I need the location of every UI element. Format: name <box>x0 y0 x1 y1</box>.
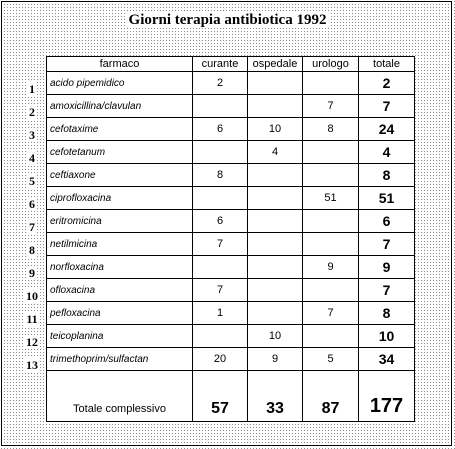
row-number: 12 <box>26 335 38 349</box>
value-totale: 7 <box>359 95 415 118</box>
value-urologo <box>303 325 359 348</box>
value-totale: 9 <box>359 256 415 279</box>
value-curante: 6 <box>193 210 248 233</box>
value-urologo: 5 <box>303 348 359 371</box>
drug-name: trimethoprim/sulfactan <box>47 348 193 371</box>
header-row <box>47 57 415 72</box>
total-urologo: 87 <box>303 371 359 422</box>
value-totale: 4 <box>359 141 415 164</box>
total-ospedale: 33 <box>248 371 303 422</box>
table-row <box>47 256 415 279</box>
row-number: 13 <box>26 358 38 372</box>
value-urologo <box>303 233 359 256</box>
value-urologo <box>303 279 359 302</box>
value-curante: 8 <box>193 164 248 187</box>
value-urologo: 9 <box>303 256 359 279</box>
value-curante: 2 <box>193 72 248 95</box>
table-row <box>47 164 415 187</box>
value-totale: 6 <box>359 210 415 233</box>
value-ospedale <box>248 72 303 95</box>
value-totale: 8 <box>359 164 415 187</box>
value-curante <box>193 256 248 279</box>
table-row <box>47 302 415 325</box>
value-totale: 8 <box>359 302 415 325</box>
value-totale: 10 <box>359 325 415 348</box>
total-curante: 57 <box>193 371 248 422</box>
totals-label: Totale complessivo <box>47 371 193 422</box>
value-totale: 7 <box>359 279 415 302</box>
value-ospedale: 4 <box>248 141 303 164</box>
value-curante: 1 <box>193 302 248 325</box>
drug-name: cefotetanum <box>47 141 193 164</box>
row-number: 6 <box>29 197 35 211</box>
table-row <box>47 233 415 256</box>
drug-name: acido pipemidico <box>47 72 193 95</box>
row-number: 8 <box>29 243 35 257</box>
drug-name: ceftiaxone <box>47 164 193 187</box>
value-urologo: 8 <box>303 118 359 141</box>
value-ospedale: 10 <box>248 118 303 141</box>
value-totale: 7 <box>359 233 415 256</box>
table-row <box>47 187 415 210</box>
drug-name: pefloxacina <box>47 302 193 325</box>
row-number: 4 <box>29 151 35 165</box>
grand-total: 177 <box>359 371 415 422</box>
drug-name: cefotaxime <box>47 118 193 141</box>
totals-row <box>47 371 415 422</box>
value-totale: 34 <box>359 348 415 371</box>
value-ospedale <box>248 95 303 118</box>
col-header-ospedale: ospedale <box>248 57 303 72</box>
value-urologo: 7 <box>303 95 359 118</box>
value-curante <box>193 187 248 210</box>
row-number: 3 <box>29 128 35 142</box>
col-header-urologo: urologo <box>303 57 359 72</box>
row-number: 7 <box>29 220 35 234</box>
value-totale: 24 <box>359 118 415 141</box>
table-row <box>47 72 415 95</box>
row-number: 10 <box>26 289 38 303</box>
table-row <box>47 118 415 141</box>
value-urologo: 7 <box>303 302 359 325</box>
value-curante <box>193 141 248 164</box>
value-ospedale <box>248 302 303 325</box>
value-ospedale <box>248 233 303 256</box>
drug-name: norfloxacina <box>47 256 193 279</box>
table-row <box>47 210 415 233</box>
value-urologo <box>303 141 359 164</box>
value-curante <box>193 95 248 118</box>
row-number: 5 <box>29 174 35 188</box>
drug-name: teicoplanina <box>47 325 193 348</box>
antibiotic-therapy-table <box>46 56 415 422</box>
value-ospedale <box>248 164 303 187</box>
row-number: 11 <box>26 312 38 326</box>
drug-name: amoxicillina/clavulan <box>47 95 193 118</box>
drug-name: ofloxacina <box>47 279 193 302</box>
value-totale: 51 <box>359 187 415 210</box>
row-number: 2 <box>29 105 35 119</box>
drug-name: ciprofloxacina <box>47 187 193 210</box>
table-row <box>47 141 415 164</box>
table-row <box>47 279 415 302</box>
value-curante: 7 <box>193 279 248 302</box>
drug-name: netilmicina <box>47 233 193 256</box>
value-ospedale <box>248 256 303 279</box>
value-urologo: 51 <box>303 187 359 210</box>
value-urologo <box>303 72 359 95</box>
col-header-curante: curante <box>193 57 248 72</box>
table-row <box>47 325 415 348</box>
value-curante: 6 <box>193 118 248 141</box>
value-ospedale <box>248 187 303 210</box>
table-row <box>47 348 415 371</box>
value-curante: 7 <box>193 233 248 256</box>
col-header-farmaco: farmaco <box>47 57 193 72</box>
row-number: 1 <box>29 82 35 96</box>
value-ospedale <box>248 210 303 233</box>
value-ospedale: 9 <box>248 348 303 371</box>
value-curante <box>193 325 248 348</box>
value-urologo <box>303 210 359 233</box>
value-urologo <box>303 164 359 187</box>
value-curante: 20 <box>193 348 248 371</box>
value-totale: 2 <box>359 72 415 95</box>
table-row <box>47 95 415 118</box>
table-title: Giorni terapia antibiotica 1992 <box>0 12 455 29</box>
drug-name: eritromicina <box>47 210 193 233</box>
value-ospedale <box>248 279 303 302</box>
value-ospedale: 10 <box>248 325 303 348</box>
row-number: 9 <box>29 266 35 280</box>
col-header-totale: totale <box>359 57 415 72</box>
